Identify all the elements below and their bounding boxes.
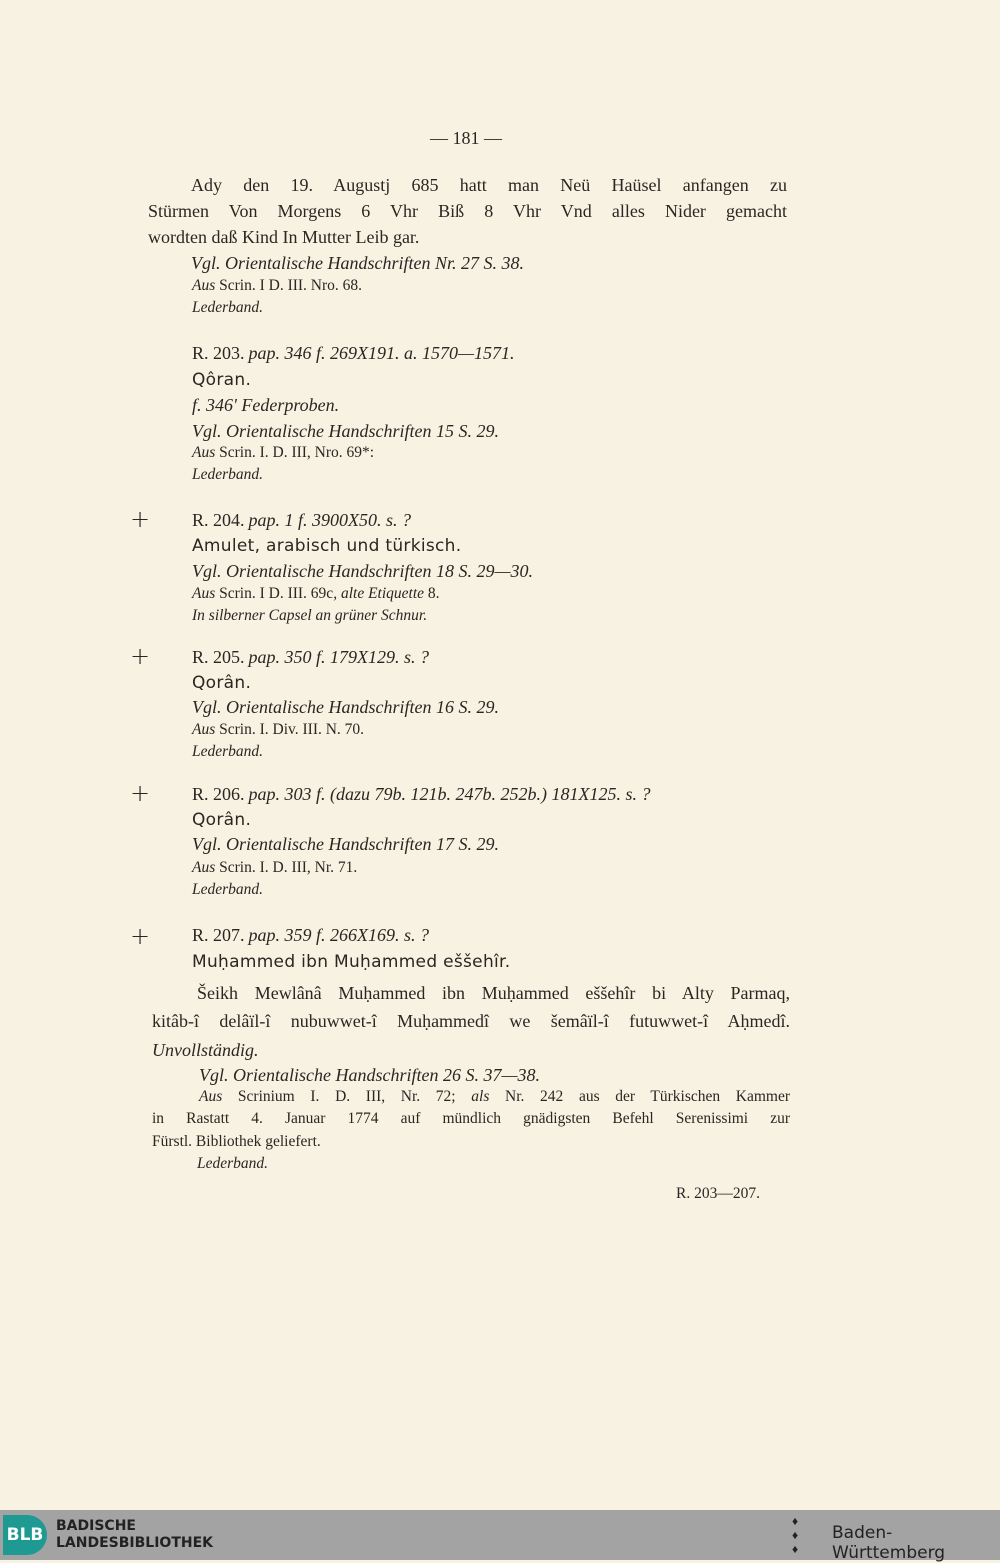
entry-reference: Vgl. Orientalische Handschriften 16 S. 29. [192,697,499,717]
aus-label: Aus [192,585,216,602]
entry-title: Qorân. [192,673,252,693]
entry-source [192,858,357,878]
entry-source [192,584,440,604]
aus-label: Aus [192,721,216,738]
source-text: Nr. 242 aus der Türkischen Kammer [505,1088,791,1105]
source-text: Scrin. I D. III. 69c, [219,585,338,602]
entry-title: Muḥammed ibn Muḥammed eššehîr. [192,952,511,972]
entry-details: pap. 346 f. 269X191. a. 1570—1571. [248,343,515,363]
entry-reference: Vgl. Orientalische Handschriften 18 S. 29—30. [192,561,533,581]
aus-label: Aus [192,859,216,876]
entry-reference: Vgl. Orientalische Handschriften 17 S. 29. [192,834,499,854]
entry-header-r207 [192,924,429,946]
entry-id: R. 204. [192,510,245,530]
entry-extra: f. 346' Federproben. [192,395,340,415]
entry-source [192,443,374,463]
intro-source [192,276,362,296]
source-italic: alte Etiquette [340,585,425,602]
entry-description: Šeikh Mewlânâ Muḥammed ibn Muḥammed eššehîr bi Alty Parmaq, [197,983,790,1003]
entry-header-r204 [192,509,411,531]
entry-id: R. 205. [192,647,245,667]
intro-binding: Lederband. [192,299,264,316]
entry-state: Unvollständig. [152,1040,259,1060]
entry-note: In silberner Capsel an grüner Schnur. [192,607,428,624]
plus-marker: + [130,642,151,670]
page-number: — 181 — [430,128,502,148]
library-name-line2: LANDESBIBLIOTHEK [56,1535,214,1551]
library-name-line1: BADISCHE [56,1518,136,1534]
entry-id: R. 203. [192,343,245,363]
footer-bar [0,1510,1000,1563]
entry-header-r206 [192,783,651,805]
aus-label: Aus [192,277,216,294]
state-name[interactable]: Baden-Württemberg [832,1523,946,1563]
plus-marker: + [130,505,151,533]
intro-text-line: Ady den 19. Augustj 685 hatt man Neü Haüsel anfangen zu [191,175,787,195]
entry-title: Amulet, arabisch und türkisch. [192,536,462,556]
entry-note: Lederband. [197,1155,269,1172]
plus-marker: + [130,779,151,807]
entry-details: pap. 303 f. (dazu 79b. 121b. 247b. 252b.) 181X125. s. ? [248,784,651,804]
als-label: als [471,1088,490,1105]
entry-source [192,720,364,740]
entry-source [199,1087,790,1107]
intro-reference: Vgl. Orientalische Handschriften Nr. 27 S. 38. [191,253,524,273]
entry-note: Lederband. [192,881,264,898]
range-footer: R. 203—207. [676,1185,760,1202]
entry-id: R. 206. [192,784,245,804]
entry-id: R. 207. [192,925,245,945]
entry-header-r205 [192,646,429,668]
entry-note: Lederband. [192,466,264,483]
entry-details: pap. 359 f. 266X169. s. ? [248,925,430,945]
source-text: Scrin. I. D. III, Nro. 69*: [219,444,375,461]
entry-reference: Vgl. Orientalische Handschriften 26 S. 37—38. [199,1065,540,1085]
entry-source: in Rastatt 4. Januar 1774 auf mündlich gnädigsten Befehl Serenissimi zur [152,1110,790,1127]
entry-details: pap. 1 f. 3900X50. s. ? [248,510,412,530]
lions-coat-of-arms-icon: ♦ ♦ ♦ [792,1514,799,1556]
source-text: Scrin. I. D. III, Nr. 71. [219,859,358,876]
intro-text-line: Stürmen Von Morgens 6 Vhr Biß 8 Vhr Vnd alles Nider gemacht [148,201,787,221]
entry-description: kitâb-î delâïl-î nubuwwet-î Muḥammedî we šemâïl-î futuwwet-î Aḥmedî. [152,1011,790,1031]
entry-title: Qôran. [192,370,252,390]
source-text: Scrin. I. Div. III. N. 70. [219,721,365,738]
entry-title: Qorân. [192,810,252,830]
source-tail: 8. [427,585,440,602]
entry-header-r203 [192,342,515,364]
source-text: Scrin. I D. III. Nro. 68. [219,277,363,294]
entry-note: Lederband. [192,743,264,760]
source-text: Scrinium I. D. III, Nr. 72; [237,1088,456,1105]
entry-source: Fürstl. Bibliothek geliefert. [152,1133,321,1150]
library-name[interactable] [56,1518,213,1552]
aus-label: Aus [192,444,216,461]
entry-details: pap. 350 f. 179X129. s. ? [248,647,430,667]
blb-logo[interactable]: BLB [3,1515,47,1555]
entry-reference: Vgl. Orientalische Handschriften 15 S. 29. [192,421,499,441]
aus-label: Aus [199,1088,223,1105]
plus-marker: + [130,922,151,950]
intro-text-line: wordten daß Kind In Mutter Leib gar. [148,227,420,247]
